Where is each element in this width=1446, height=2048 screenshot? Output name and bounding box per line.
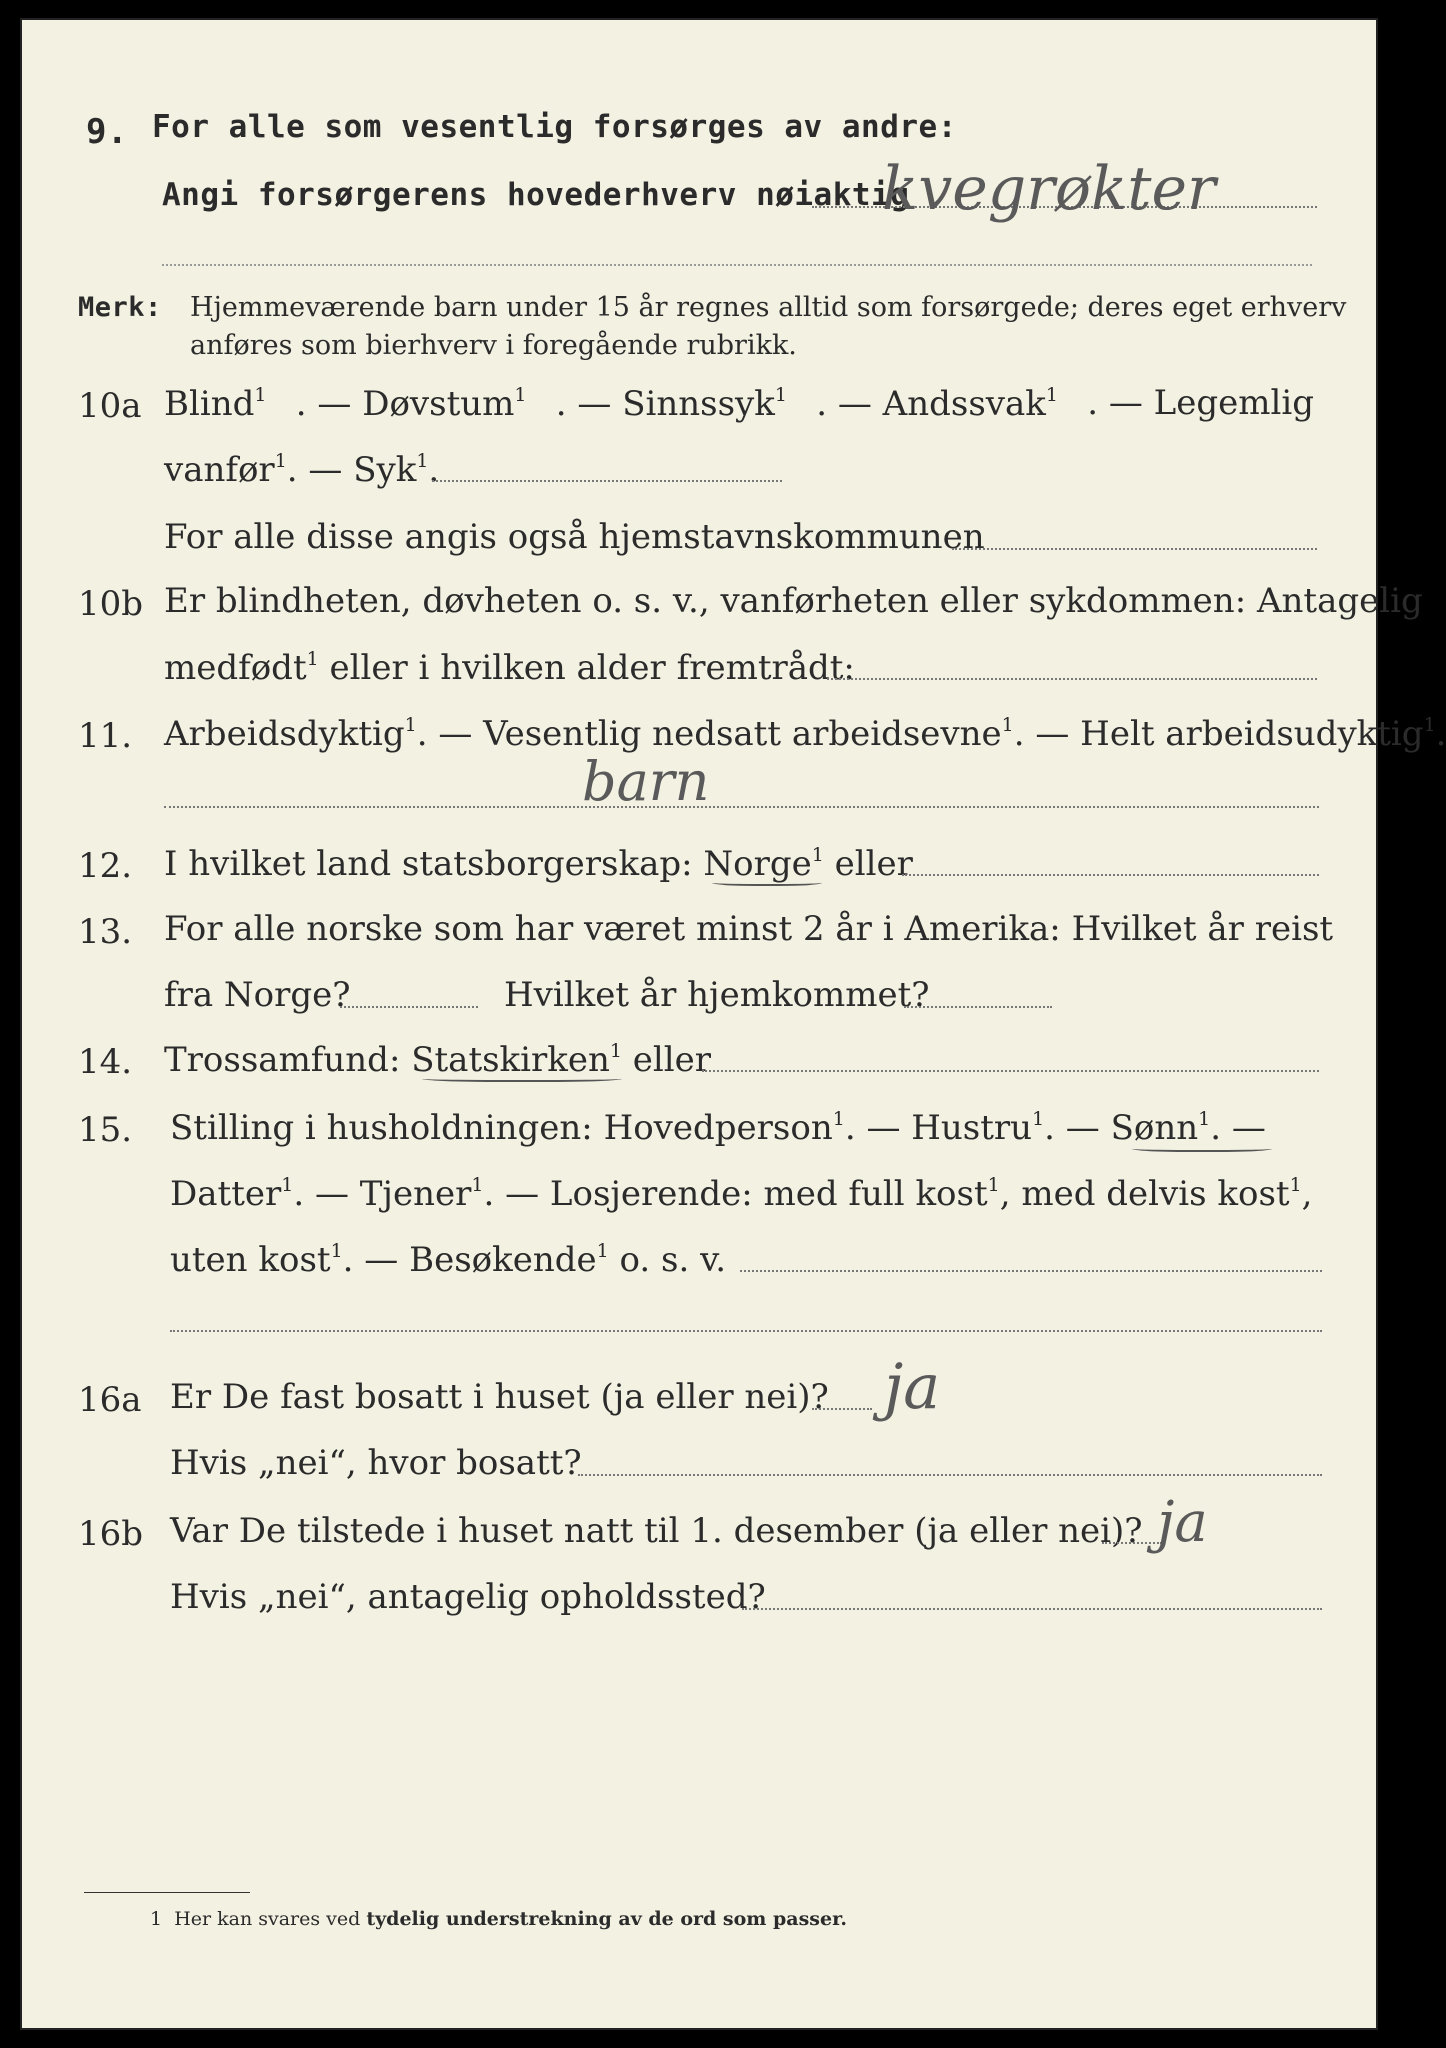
q9-handwritten-answer: kvegrøkter (882, 154, 1216, 224)
q12-norge-underline (712, 878, 822, 886)
merk-line2: anføres som bierhverv i foregående rubrikk. (190, 330, 797, 361)
q12-number: 12. (78, 846, 133, 886)
q10a-blind: Blind$^1$ (164, 384, 267, 424)
q10b-answer-line (827, 678, 1317, 680)
merk-label: Merk: (78, 292, 162, 323)
q11-line1: Arbeidsdyktig$^1$. — Vesentlig nedsatt arbeidsevne$^1$. — Helt arbeidsudyktig$^1$. (164, 714, 1446, 754)
footnote: 1 Her kan svares ved tydelig understrekning av de ord som passer. (150, 1908, 847, 1930)
q10a-hjemstavn-answer-line (952, 548, 1317, 550)
q11-handwritten-answer: barn (582, 750, 710, 813)
q13-line2b: Hvilket år hjemkommet? (504, 975, 930, 1015)
q16a-handwritten-answer: ja (884, 1350, 941, 1423)
q10a-andssvak: . — Andssvak$^1$ (816, 384, 1058, 424)
q10a-sinnssyk: . — Sinnssyk$^1$ (555, 384, 787, 424)
q10a-line2: vanfør$^1$. — Syk$^1$. (164, 450, 440, 490)
q10a-number: 10a (78, 386, 142, 426)
q14-text: Trossamfund: Statskirken$^1$ eller (164, 1040, 712, 1080)
q16a-line1: Er De fast bosatt i huset (ja eller nei)? (170, 1377, 829, 1417)
q12-norge: Norge (703, 844, 812, 884)
q9-separator (162, 264, 1312, 266)
q10a-dovstum: . — Døvstum$^1$ (295, 384, 527, 424)
q15-line3: uten kost$^1$. — Besøkende$^1$ o. s. v. (170, 1240, 727, 1280)
q10b-line1: Er blindheten, døvheten o. s. v., vanførheten eller sykdommen: Antagelig (164, 581, 1423, 621)
q15-sonn: Sønn (1110, 1108, 1199, 1148)
q15-number: 15. (78, 1110, 133, 1150)
census-form-page (20, 18, 1446, 2030)
q10a-syk-answer-line (432, 480, 782, 482)
q16a-bosatt-answer-line (578, 1474, 1322, 1476)
q10b-line2: medfødt$^1$ eller i hvilken alder fremtrådt: (164, 648, 855, 688)
q10b-number: 10b (78, 584, 144, 624)
merk-line1: Hjemmeværende barn under 15 år regnes alltid som forsørgede; deres eget erhverv (190, 292, 1347, 323)
footnote-rule (84, 1892, 250, 1893)
q9-number: 9. (86, 112, 128, 152)
q16b-handwritten-answer: ja (1157, 1490, 1208, 1555)
q16a-answer-line (812, 1408, 872, 1410)
q15-sonn-underline (1132, 1144, 1272, 1152)
q16b-answer-line (1102, 1542, 1162, 1544)
q14-statskirken: Statskirken (411, 1040, 610, 1080)
q13-reist-answer-line (340, 1006, 478, 1008)
q9-line1: For alle som vesentlig forsørges av andre: (152, 109, 957, 145)
q13-hjemkommet-answer-line (904, 1006, 1052, 1008)
q11-answer-line (164, 806, 1319, 808)
q16a-number: 16a (78, 1380, 142, 1420)
q10a-line1 (164, 383, 1314, 424)
q14-number: 14. (78, 1042, 133, 1082)
q13-line1: For alle norske som har været minst 2 år i Amerika: Hvilket år reist (164, 909, 1334, 949)
q13-line2a: fra Norge? (164, 975, 351, 1015)
q12-answer-line (902, 874, 1319, 876)
q11-number: 11. (78, 716, 133, 756)
q16b-number: 16b (78, 1514, 144, 1554)
q15-answer-line-2 (170, 1330, 1322, 1332)
q10a-line3: For alle disse angis også hjemstavnskommunen (164, 517, 985, 557)
q13-number: 13. (78, 912, 133, 952)
q15-line2: Datter$^1$. — Tjener$^1$. — Losjerende: med full kost$^1$, med delvis kost$^1$, (170, 1174, 1313, 1214)
q15-line1: Stilling i husholdningen: Hovedperson$^1$. — Hustru$^1$. — Sønn$^1$. — (170, 1108, 1266, 1148)
q14-answer-line (702, 1070, 1319, 1072)
q9-line2: Angi forsørgerens hovederhverv nøiaktig (162, 177, 910, 213)
q10a-legemlig: . — Legemlig (1087, 383, 1314, 423)
q16b-line1: Var De tilstede i huset natt til 1. desember (ja eller nei)? (170, 1511, 1143, 1551)
q14-statskirken-underline (422, 1074, 622, 1082)
q12-text: I hvilket land statsborgerskap: Norge$^1$ eller (164, 844, 913, 884)
q16b-opholdssted-answer-line (742, 1608, 1322, 1610)
q16b-line2: Hvis „nei“, antagelig opholdssted? (170, 1577, 766, 1617)
q15-answer-line (740, 1270, 1322, 1272)
q16a-line2: Hvis „nei“, hvor bosatt? (170, 1443, 582, 1483)
